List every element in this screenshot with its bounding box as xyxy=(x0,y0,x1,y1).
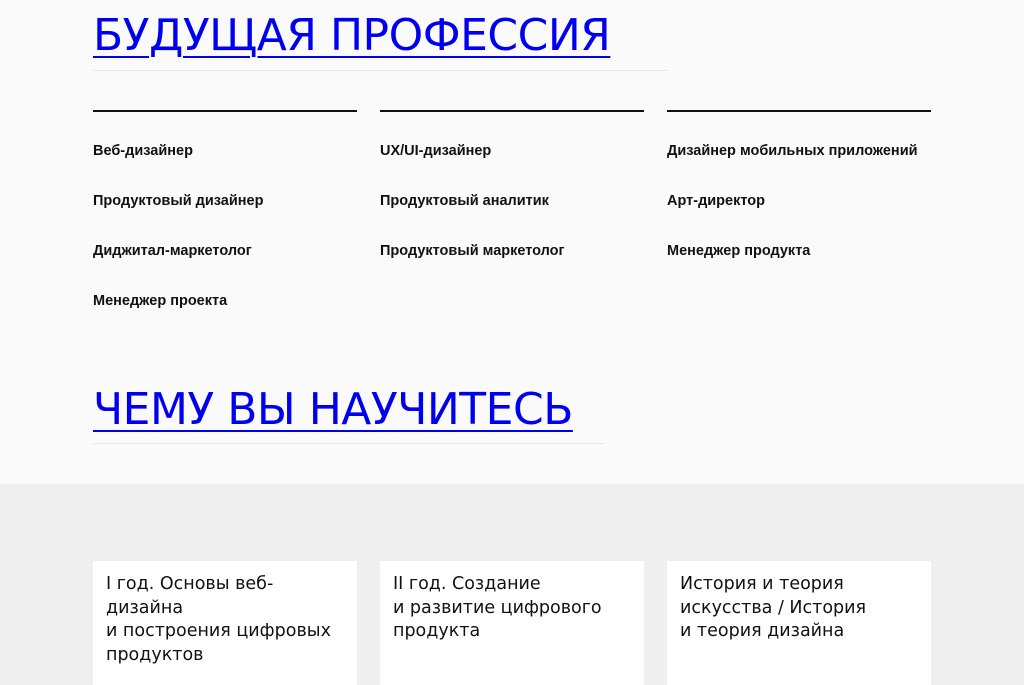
profession-item-web-designer[interactable]: Веб-дизайнер xyxy=(93,143,193,159)
course-card-year-1[interactable] xyxy=(93,561,357,685)
course-card-year-2[interactable] xyxy=(380,561,644,685)
profession-item-digital-marketer[interactable]: Диджитал-маркетолог xyxy=(93,243,252,259)
what-you-learn-heading[interactable]: ЧЕМУ ВЫ НАУЧИТЕСЬ xyxy=(93,384,573,435)
profession-column-3 xyxy=(667,110,931,292)
heading-divider xyxy=(93,443,604,444)
column-divider xyxy=(380,110,644,112)
profession-item-product-marketer[interactable]: Продуктовый маркетолог xyxy=(380,243,565,259)
future-profession-heading[interactable]: БУДУЩАЯ ПРОФЕССИЯ xyxy=(93,10,611,61)
course-card-title: История и теория искусства / История и теория дизайна xyxy=(680,574,867,641)
column-divider xyxy=(93,110,357,112)
profession-item-product-manager[interactable]: Менеджер продукта xyxy=(667,243,811,259)
profession-item-ux-ui-designer[interactable]: UX/UI-дизайнер xyxy=(380,143,492,159)
course-card-history-theory[interactable] xyxy=(667,561,931,685)
profession-item-art-director[interactable]: Арт-директор xyxy=(667,193,765,209)
profession-column-1 xyxy=(93,110,357,342)
course-card-title: II год. Создание и развитие цифрового продукта xyxy=(393,574,602,641)
profession-column-2 xyxy=(380,110,644,292)
heading-divider xyxy=(93,70,668,71)
profession-item-product-analyst[interactable]: Продуктовый аналитик xyxy=(380,193,549,209)
course-card-title: I год. Основы веб-дизайна и построения цифровых продуктов xyxy=(106,574,331,665)
profession-item-mobile-app-designer[interactable]: Дизайнер мобильных приложений xyxy=(667,143,918,159)
profession-item-product-designer[interactable]: Продуктовый дизайнер xyxy=(93,193,264,209)
profession-item-project-manager[interactable]: Менеджер проекта xyxy=(93,293,228,309)
column-divider xyxy=(667,110,931,112)
